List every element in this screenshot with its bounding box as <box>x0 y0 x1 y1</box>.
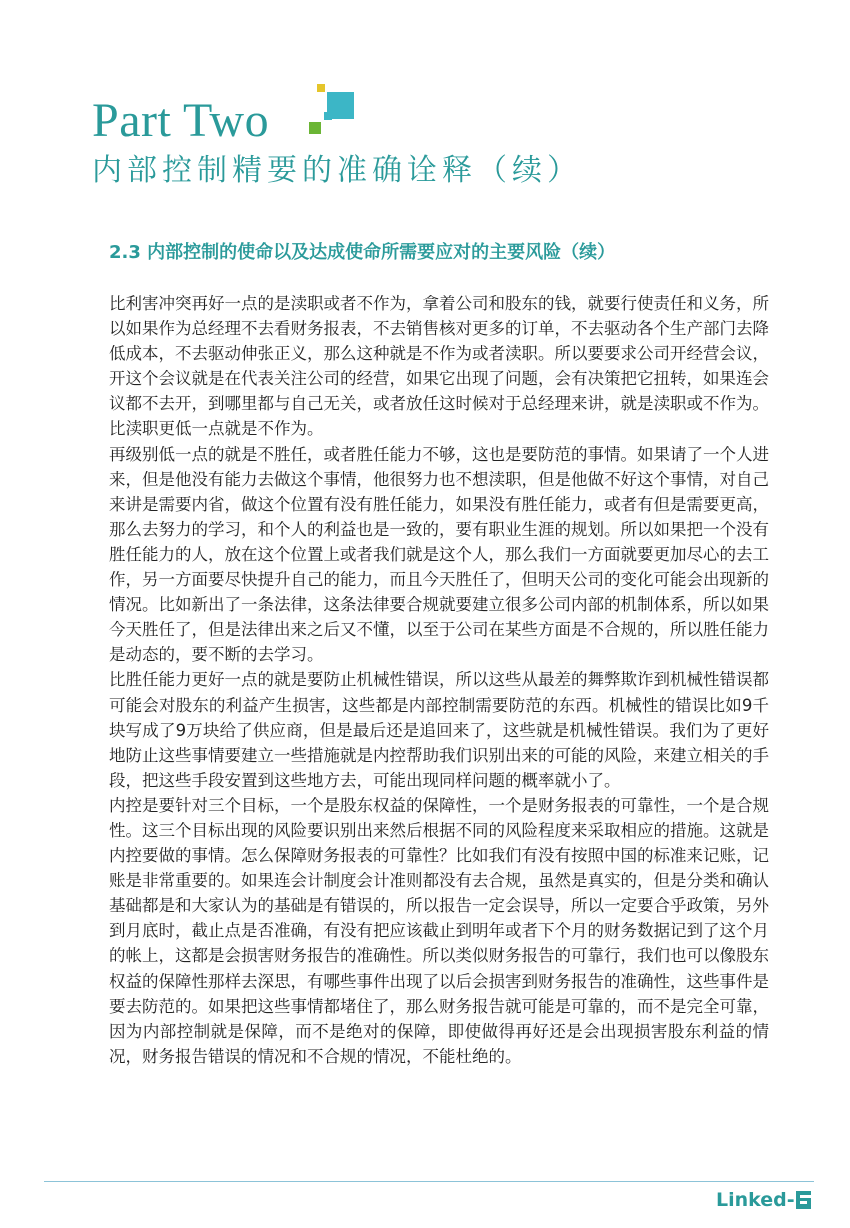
f-square-logo-icon <box>796 1191 811 1209</box>
yellow-square-icon <box>317 84 325 92</box>
paragraph: 比利害冲突再好一点的是渎职或者不作为，拿着公司和股东的钱，就要行使责任和义务，所以如果作为总经理不去看财务报表，不去销售核对更多的订单，不去驱动各个生产部门去降低成本，不去驱动伸张正义，那么这种就是不作为或者渎职。所以要要求公司开经营会议，开这个会议就是在代表关注公司的经营，如果它出现了问题，会有决策把它扭转，如果连会议都不去开，到哪里都与自己无关，或者放任这时候对于总经理来讲，就是渎职或不作为。比渎职更低一点就是不作为。 <box>109 294 769 439</box>
footer-divider <box>44 1181 814 1182</box>
green-square-icon <box>309 122 321 134</box>
paragraph: 内控是要针对三个目标，一个是股东权益的保障性，一个是财务报表的可靠性，一个是合规性。这三个目标出现的风险要识别出来然后根据不同的风险程度来采取相应的措施。这就是内控要做的事情。怎么保障财务报表的可靠性？比如我们有没有按照中国的标准来记账，记账是非常重要的。如果连会计制度会计准则都没有去合规，虽然是真实的，但是分类和确认基础都是和大家认为的基础是有错误的，所以报告一定会误导，所以一定要合乎政策，另外到月底时，截止点是否准确，有没有把应该截止到明年或者下个月的财务数据记到了这个月的帐上，这都是会损害财务报告的准确性。所以类似财务报告的可靠行，我们也可以像股东权益的保障性那样去深思，有哪些事件出现了以后会损害到财务报告的准确性，这些事件是要去防范的。如果把这些事情都堵住了，那么财务报告就可能是可靠的，而不是完全可靠，因为内部控制就是保障，而不是绝对的保障，即使做得再好还是会出现损害股东利益的情况，财务报告错误的情况和不合规的情况，不能杜绝的。 <box>109 795 769 1066</box>
body-text <box>109 291 769 1069</box>
paragraph: 比胜任能力更好一点的就是要防止机械性错误，所以这些从最差的舞弊欺诈到机械性错误都可能会对股东的利益产生损害，这些都是内部控制需要防范的东西。机械性的错误比如9千块写成了9万块给了供应商，但是最后还是追回来了，这些就是机械性错误。我们为了更好地防止这些事情要建立一些措施就是内控帮助我们识别出来的可能的风险，来建立相关的手段，把这些手段安置到这些地方去，可能出现同样问题的概率就小了。 <box>109 670 769 790</box>
part-subtitle: 内部控制精要的准确诠释（续） <box>92 153 582 188</box>
part-title: Part Two <box>92 94 270 147</box>
small-blue-square-icon <box>324 112 332 120</box>
section-heading: 2.3 内部控制的使命以及达成使命所需要应对的主要风险（续） <box>109 242 616 263</box>
paragraph: 再级别低一点的就是不胜任，或者胜任能力不够，这也是要防范的事情。如果请了一个人进来，但是他没有能力去做这个事情，他很努力也不想渎职，但是他做不好这个事情，对自己来讲是需要内省，做这个位置有没有胜任能力，如果没有胜任能力，或者有但是需要更高，那么去努力的学习，和个人的利益也是一致的，要有职业生涯的规划。所以如果把一个没有胜任能力的人，放在这个位置上或者我们就是这个人，那么我们一方面就要更加尽心的去工作，另一方面要尽快提升自己的能力，而且今天胜任了，但明天公司的变化可能会出现新的情况。比如新出了一条法律，这条法律要合规就要建立很多公司内部的机制体系，所以如果今天胜任了，但是法律出来之后又不懂，以至于公司在某些方面是不合规的，所以胜任能力是动态的，要不断的去学习。 <box>109 444 769 665</box>
brand-text: Linked- <box>716 1189 795 1211</box>
brand-logo <box>716 1187 811 1213</box>
